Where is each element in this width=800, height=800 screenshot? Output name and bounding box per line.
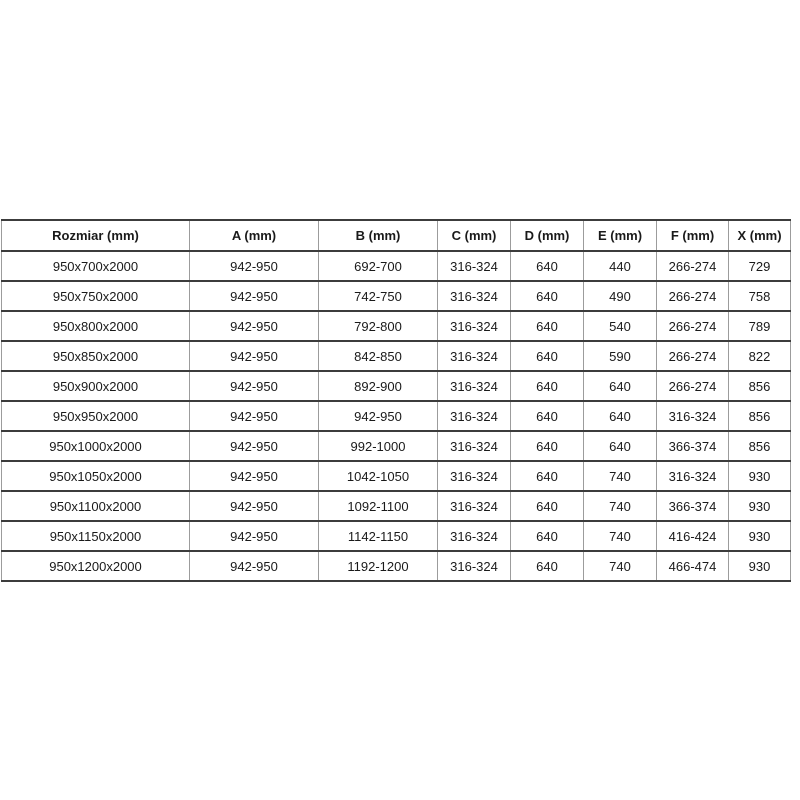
table-cell: 856 [729, 401, 791, 431]
table-cell: 692-700 [319, 251, 438, 281]
table-cell: 316-324 [438, 281, 511, 311]
header-cell-x: X (mm) [729, 220, 791, 251]
table-cell: 490 [584, 281, 657, 311]
table-cell: 466-474 [657, 551, 729, 581]
table-cell: 742-750 [319, 281, 438, 311]
table-row [2, 281, 791, 311]
table-cell: 758 [729, 281, 791, 311]
table-cell: 992-1000 [319, 431, 438, 461]
table-cell: 729 [729, 251, 791, 281]
table-cell: 640 [511, 371, 584, 401]
table-cell: 266-274 [657, 311, 729, 341]
table-cell: 789 [729, 311, 791, 341]
table-cell: 440 [584, 251, 657, 281]
header-cell-rozmiar: Rozmiar (mm) [2, 220, 190, 251]
table-cell: 640 [511, 341, 584, 371]
table-cell: 316-324 [438, 371, 511, 401]
table-cell: 740 [584, 521, 657, 551]
table-row [2, 521, 791, 551]
table-row [2, 401, 791, 431]
header-row [2, 220, 791, 251]
table-cell: 316-324 [438, 431, 511, 461]
table-cell: 1142-1150 [319, 521, 438, 551]
table-cell: 640 [511, 401, 584, 431]
table-cell: 942-950 [190, 371, 319, 401]
table-cell: 842-850 [319, 341, 438, 371]
table-row [2, 491, 791, 521]
table-cell: 640 [584, 401, 657, 431]
table-cell: 740 [584, 491, 657, 521]
table-cell: 942-950 [190, 341, 319, 371]
table-cell: 640 [511, 461, 584, 491]
table-cell: 316-324 [657, 401, 729, 431]
table-cell: 942-950 [190, 461, 319, 491]
header-cell-e: E (mm) [584, 220, 657, 251]
table-cell: 640 [511, 551, 584, 581]
table-cell: 950x1050x2000 [2, 461, 190, 491]
table-cell: 1192-1200 [319, 551, 438, 581]
table-cell: 640 [511, 491, 584, 521]
table-cell: 942-950 [319, 401, 438, 431]
table-row [2, 461, 791, 491]
header-cell-c: C (mm) [438, 220, 511, 251]
table-row [2, 431, 791, 461]
table-cell: 942-950 [190, 431, 319, 461]
table-cell: 942-950 [190, 281, 319, 311]
table-cell: 316-324 [438, 401, 511, 431]
table-row [2, 311, 791, 341]
table-cell: 950x800x2000 [2, 311, 190, 341]
table-cell: 266-274 [657, 341, 729, 371]
table-cell: 856 [729, 371, 791, 401]
table-cell: 640 [584, 431, 657, 461]
table-cell: 266-274 [657, 371, 729, 401]
table-cell: 640 [511, 431, 584, 461]
table-row [2, 551, 791, 581]
table-cell: 266-274 [657, 281, 729, 311]
table-cell: 942-950 [190, 251, 319, 281]
table-cell: 316-324 [438, 251, 511, 281]
header-cell-d: D (mm) [511, 220, 584, 251]
header-cell-f: F (mm) [657, 220, 729, 251]
table-cell: 950x1100x2000 [2, 491, 190, 521]
table-cell: 266-274 [657, 251, 729, 281]
table-cell: 950x700x2000 [2, 251, 190, 281]
table-cell: 640 [511, 521, 584, 551]
table-cell: 930 [729, 551, 791, 581]
table-cell: 950x950x2000 [2, 401, 190, 431]
table-cell: 740 [584, 551, 657, 581]
table-cell: 316-324 [657, 461, 729, 491]
table-cell: 950x1150x2000 [2, 521, 190, 551]
table-cell: 950x900x2000 [2, 371, 190, 401]
table-cell: 316-324 [438, 311, 511, 341]
table-cell: 1092-1100 [319, 491, 438, 521]
table-cell: 942-950 [190, 521, 319, 551]
table-row [2, 341, 791, 371]
table-cell: 892-900 [319, 371, 438, 401]
table-cell: 316-324 [438, 521, 511, 551]
dimensions-table [1, 219, 791, 582]
table-cell: 640 [511, 251, 584, 281]
table-row [2, 251, 791, 281]
table-cell: 942-950 [190, 311, 319, 341]
table-cell: 640 [511, 281, 584, 311]
table-cell: 942-950 [190, 401, 319, 431]
table-cell: 740 [584, 461, 657, 491]
table-cell: 942-950 [190, 491, 319, 521]
table-cell: 942-950 [190, 551, 319, 581]
table-cell: 950x850x2000 [2, 341, 190, 371]
table-cell: 640 [584, 371, 657, 401]
table-cell: 792-800 [319, 311, 438, 341]
table-cell: 930 [729, 491, 791, 521]
table-cell: 950x750x2000 [2, 281, 190, 311]
table-cell: 416-424 [657, 521, 729, 551]
table-cell: 1042-1050 [319, 461, 438, 491]
table-cell: 590 [584, 341, 657, 371]
table-cell: 316-324 [438, 461, 511, 491]
table-cell: 316-324 [438, 551, 511, 581]
header-cell-a: A (mm) [190, 220, 319, 251]
table-cell: 950x1200x2000 [2, 551, 190, 581]
header-cell-b: B (mm) [319, 220, 438, 251]
table-cell: 930 [729, 461, 791, 491]
table-cell: 316-324 [438, 341, 511, 371]
table-cell: 822 [729, 341, 791, 371]
table-body [2, 251, 791, 581]
table-row [2, 371, 791, 401]
table-cell: 316-324 [438, 491, 511, 521]
table-cell: 640 [511, 311, 584, 341]
table-cell: 950x1000x2000 [2, 431, 190, 461]
table-cell: 856 [729, 431, 791, 461]
table-cell: 366-374 [657, 431, 729, 461]
table-cell: 930 [729, 521, 791, 551]
table-cell: 366-374 [657, 491, 729, 521]
table-cell: 540 [584, 311, 657, 341]
